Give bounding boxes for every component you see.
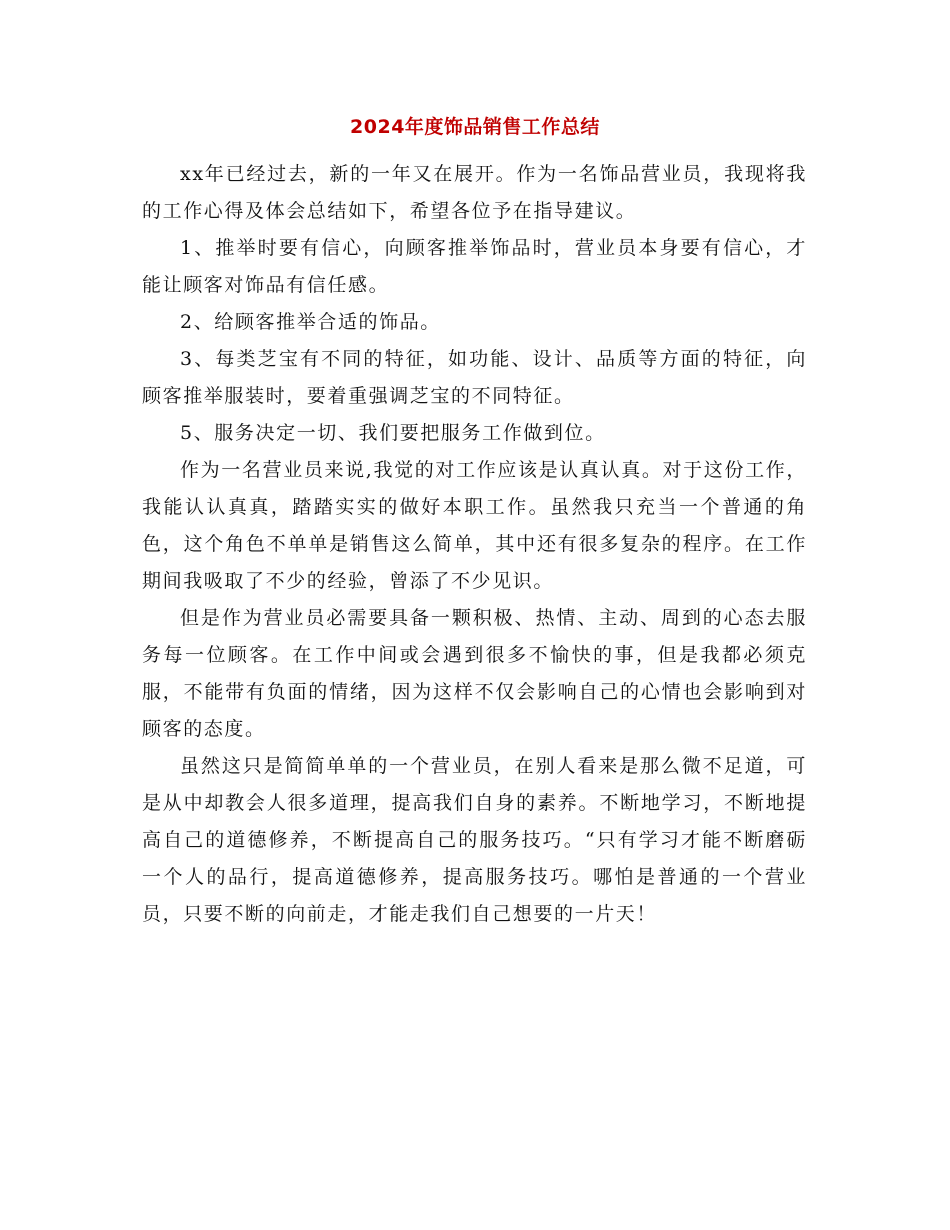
- document-title: 2024年度饰品销售工作总结: [350, 116, 600, 138]
- paragraph-point-3: 3、每类芝宝有不同的特征，如功能、设计、品质等方面的特征，向顾客推举服装时，要着重强调芝宝的不同特征。: [142, 348, 807, 407]
- paragraph-point-2: 2、给顾客推举合适的饰品。: [180, 311, 441, 333]
- paragraph-point-1: 1、推举时要有信心，向顾客推举饰品时，营业员本身要有信心，才能让顾客对饰品有信任感。: [142, 237, 807, 296]
- paragraph-point-5: 5、服务决定一切、我们要把服务工作做到位。: [180, 422, 606, 444]
- paragraph-mindset: 但是作为营业员必需要具备一颗积极、热情、主动、周到的心态去服务每一位顾客。在工作中间或会遇到很多不愉快的事，但是我都必须克服，不能带有负面的情绪，因为这样不仅会影响自己的心情也会影响到对顾客的态度。: [142, 607, 807, 740]
- paragraph-intro: xx年已经过去，新的一年又在展开。作为一名饰品营业员，我现将我的工作心得及体会总结如下，希望各位予在指导建议。: [142, 163, 807, 222]
- paragraph-conclusion: 虽然这只是简简单单的一个营业员，在别人看来是那么微不足道，可是从中却教会人很多道理，提高我们自身的素养。不断地学习，不断地提高自己的道德修养，不断提高自己的服务技巧。“只有学习才能不断磨砺一个人的品行，提高道德修养，提高服务技巧。哪怕是普通的一个营业员，只要不断的向前走，才能走我们自己想要的一片天！: [142, 755, 807, 925]
- paragraph-attitude: 作为一名营业员来说,我觉的对工作应该是认真认真。对于这份工作，我能认认真真，踏踏实实的做好本职工作。虽然我只充当一个普通的角色，这个角色不单单是销售这么简单，其中还有很多复杂的程序。在工作期间我吸取了不少的经验，曾添了不少见识。: [142, 459, 807, 592]
- document-body: [142, 156, 807, 933]
